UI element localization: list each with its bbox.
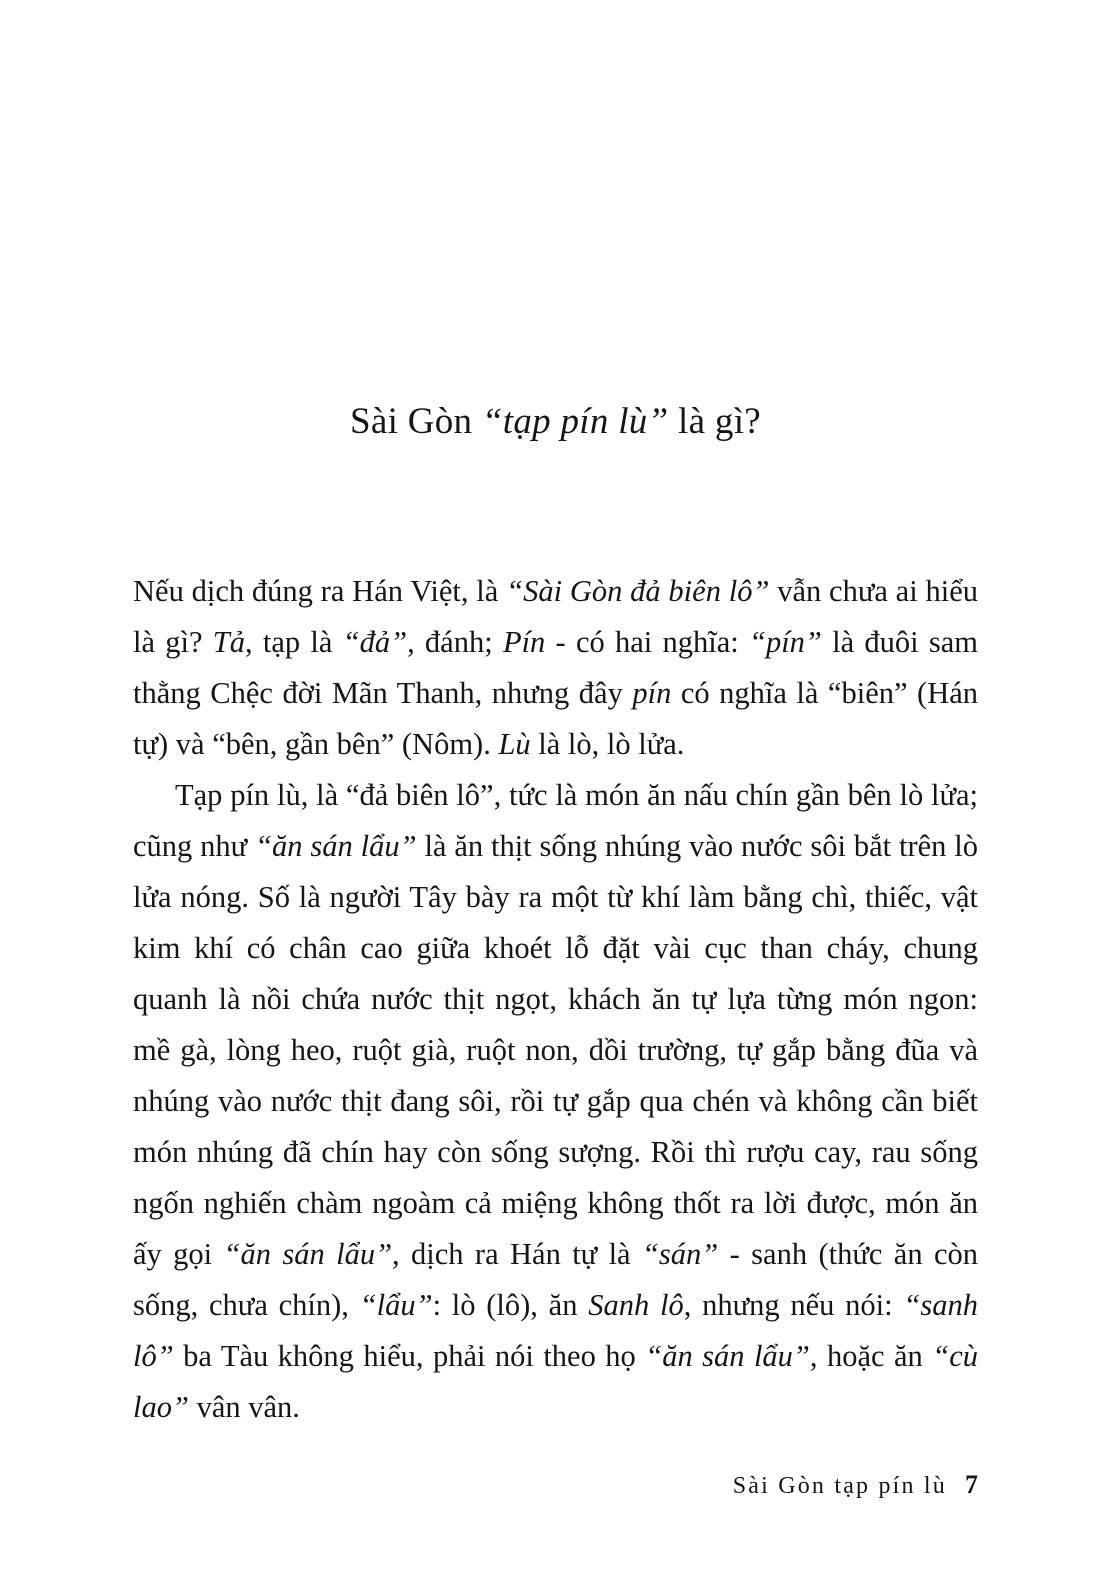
emphasis-run: “lẩu” <box>359 1288 433 1323</box>
text-run: - sanh (thức ăn còn sống, chưa chín), <box>133 1237 978 1323</box>
page-title-after: là gì? <box>668 401 762 442</box>
text-run: là lò, lò lửa. <box>530 727 685 762</box>
emphasis-run: Pín <box>502 625 546 660</box>
page-content <box>133 0 978 1433</box>
emphasis-run: “cù lao” <box>133 1339 978 1425</box>
text-run: Nếu dịch đúng ra Hán Việt, là <box>133 574 507 609</box>
emphasis-run: “Sài Gòn đả biên lô” <box>506 574 770 609</box>
text-run: , nhưng nếu nói: <box>683 1288 904 1323</box>
text-run: có nghĩa là “biên” (Hán tự) và “bên, gần bên” (Nôm). <box>133 676 979 762</box>
emphasis-run: Tả <box>212 625 245 660</box>
text-run: : lò (lô), ăn <box>432 1288 589 1323</box>
para-1 <box>133 566 978 770</box>
emphasis-run: “ăn sán lẩu” <box>645 1339 810 1374</box>
text-run: vân vân. <box>188 1390 300 1425</box>
page-footer <box>133 1470 978 1500</box>
body-text <box>133 444 978 1433</box>
text-run: - có hai nghĩa: <box>545 625 749 660</box>
text-run: , tạp là <box>244 625 343 660</box>
text-run: Tạp pín lù, là “đả biên lô”, tức là món ăn nấu chín gần bên lò lửa; cũng như <box>133 778 978 864</box>
text-run: là ăn thịt sống nhúng vào nước sôi bắt trên lò lửa nóng. Số là người Tây bày ra một từ khí làm bằng chì, thiếc, vật kim khí có chân cao giữa khoét lỗ đặt vài cục than cháy, chung quanh là nồi chứa nước thịt ngọt, khách ăn tự lựa từng món ngon: mề gà, lòng heo, ruột già, ruột non, dồi trường, tự gắp bằng đũa và nhúng vào nước thịt đang sôi, rồi tự gắp qua chén và không cần biết món nhúng đã chín hay còn sống sượng. Rồi thì rượu cay, rau sống ngốn nghiến chàm ngoàm cả miệng không thốt ra lời được, món ăn ấy gọi <box>133 829 978 1272</box>
page-title <box>133 0 978 444</box>
emphasis-run: “ăn sán lẩu” <box>255 829 417 864</box>
emphasis-run: “pín” <box>748 625 822 660</box>
emphasis-run: “sán” <box>641 1237 719 1272</box>
text-run: , hoặc ăn <box>809 1339 933 1374</box>
text-run: vẫn chưa ai hiểu là gì? <box>133 574 978 660</box>
text-run: ba Tàu không hiểu, phải nói theo họ <box>173 1339 646 1374</box>
text-run: , dịch ra Hán tự là <box>392 1237 642 1272</box>
page-title-italic: “tạp pín lù” <box>481 401 669 442</box>
text-run: , đánh; <box>407 625 503 660</box>
emphasis-run: “sanh lô” <box>133 1288 978 1374</box>
emphasis-run: pín <box>632 676 672 711</box>
emphasis-run: “ăn sán lẩu” <box>223 1237 393 1272</box>
emphasis-run: Lù <box>498 727 531 762</box>
para-2 <box>133 770 978 1433</box>
text-run: là đuôi sam thằng Chệc đời Mãn Thanh, nhưng đây <box>133 625 978 711</box>
page-title-before: Sài Gòn <box>349 401 482 442</box>
emphasis-run: Sanh lô <box>588 1288 684 1323</box>
emphasis-run: “đả” <box>342 625 408 660</box>
footer-book-title: Sài Gòn tạp pín lù <box>732 1473 947 1499</box>
footer-page-number: 7 <box>965 1470 978 1499</box>
